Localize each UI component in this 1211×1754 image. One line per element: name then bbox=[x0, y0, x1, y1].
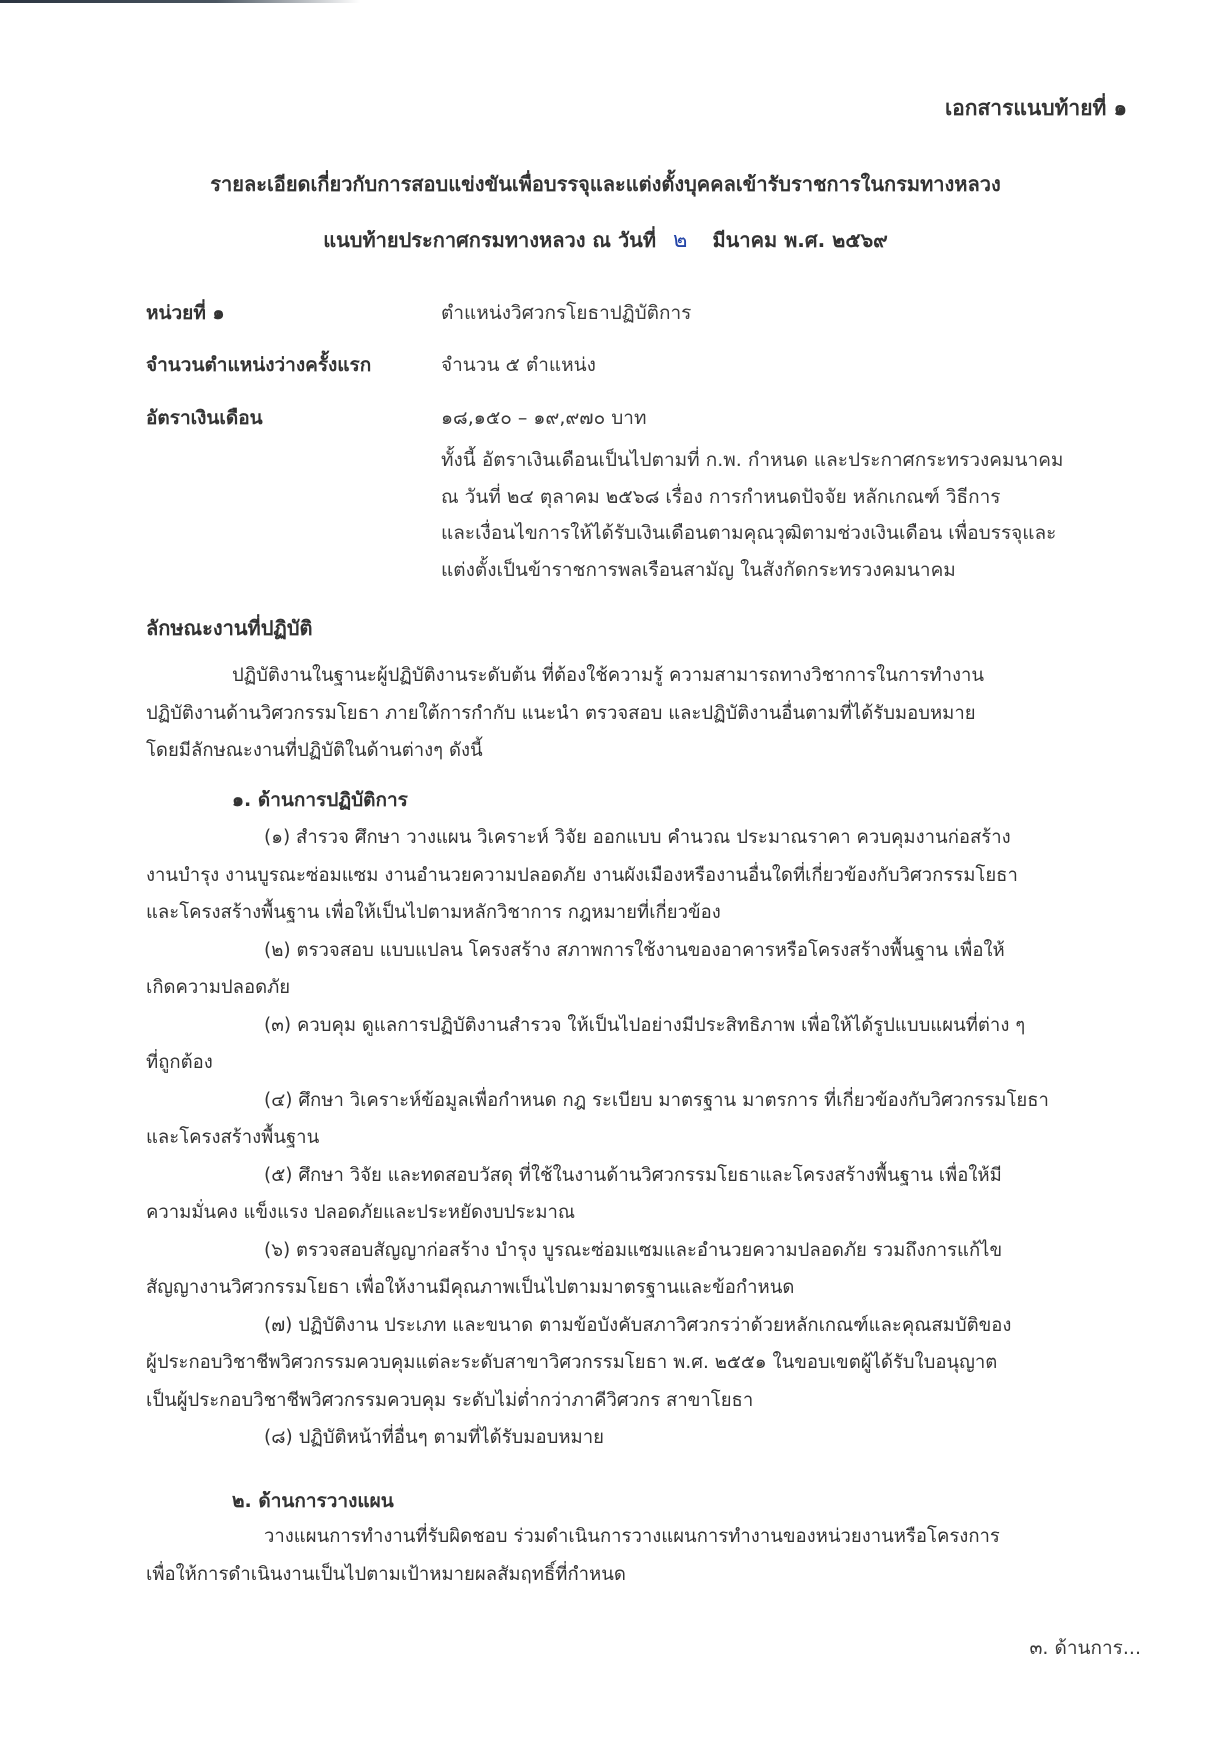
paragraph-line: ปฏิบัติงานด้านวิศวกรรมโยธา ภายใต้การกำกับ แนะนำ ตรวจสอบ และปฏิบัติงานอื่นตามที่ได้รับมอบหมาย bbox=[146, 702, 976, 724]
field-value: ๑๘,๑๕๐ – ๑๙,๙๗๐ บาท bbox=[441, 407, 647, 429]
salary-note-line: และเงื่อนไขการให้ได้รับเงินเดือนตามคุณวุฒิตามช่วงเงินเดือน เพื่อบรรจุและ bbox=[441, 522, 1057, 544]
paragraph-line: เพื่อให้การดำเนินงานเป็นไปตามเป้าหมายผลสัมฤทธิ์ที่กำหนด bbox=[146, 1563, 626, 1585]
list-item-line: ที่ถูกต้อง bbox=[146, 1052, 213, 1073]
announcement-day: ๒ bbox=[673, 228, 688, 253]
list-item-line: (๓) ควบคุม ดูแลการปฏิบัติงานสำรวจ ให้เป็นไปอย่างมีประสิทธิภาพ เพื่อให้ได้รูปแบบแผนที่ต่าง ๆ bbox=[264, 1014, 1026, 1036]
salary-note bbox=[441, 442, 1113, 588]
section-heading-job-description: ลักษณะงานที่ปฏิบัติ bbox=[146, 616, 313, 640]
subsection-heading-planning: ๒. ด้านการวางแผน bbox=[232, 1490, 394, 1512]
list-item-line: ผู้ประกอบวิชาชีพวิศวกรรมควบคุมแต่ละระดับสาขาวิศวกรรมโยธา พ.ศ. ๒๕๕๑ ในขอบเขตผู้ได้รับใบอนุญาต bbox=[146, 1352, 998, 1373]
salary-note-line: ทั้งนี้ อัตราเงินเดือนเป็นไปตามที่ ก.พ. กำหนด และประกาศกระทรวงคมนาคม bbox=[441, 449, 1064, 471]
paragraph-line: โดยมีลักษณะงานที่ปฏิบัติในด้านต่างๆ ดังนี้ bbox=[146, 740, 483, 761]
salary-note-line: ณ วันที่ ๒๔ ตุลาคม ๒๕๖๘ เรื่อง การกำหนดปัจจัย หลักเกณฑ์ วิธีการ bbox=[441, 485, 1001, 508]
paragraph-line: วางแผนการทำงานที่รับผิดชอบ ร่วมดำเนินการวางแผนการทำงานของหน่วยงานหรือโครงการ bbox=[264, 1526, 1000, 1547]
intro-paragraph bbox=[146, 657, 1111, 770]
list-item-line: และโครงสร้างพื้นฐาน bbox=[146, 1127, 320, 1148]
subsection-heading-operations: ๑. ด้านการปฏิบัติการ bbox=[232, 789, 408, 811]
operations-list bbox=[146, 819, 1111, 1457]
document-title: รายละเอียดเกี่ยวกับการสอบแข่งขันเพื่อบรรจุและแต่งตั้งบุคคลเข้ารับราชการในกรมทางหลวง bbox=[210, 172, 1001, 196]
list-item-line: สัญญางานวิศวกรรมโยธา เพื่อให้งานมีคุณภาพเป็นไปตามมาตรฐานและข้อกำหนด bbox=[146, 1277, 795, 1298]
list-item-line: (๒) ตรวจสอบ แบบแปลน โครงสร้าง สภาพการใช้งานของอาคารหรือโครงสร้างพื้นฐาน เพื่อให้ bbox=[264, 939, 1005, 961]
list-item-line: ความมั่นคง แข็งแรง ปลอดภัยและประหยัดงบประมาณ bbox=[146, 1202, 576, 1223]
list-item-line: (๕) ศึกษา วิจัย และทดสอบวัสดุ ที่ใช้ในงานด้านวิศวกรรมโยธาและโครงสร้างพื้นฐาน เพื่อให้มี bbox=[264, 1164, 1002, 1186]
list-item-line: เกิดความปลอดภัย bbox=[146, 977, 291, 998]
subtitle-suffix: มีนาคม พ.ศ. ๒๕๖๙ bbox=[712, 228, 888, 252]
annex-label: เอกสารแนบท้ายที่ ๑ bbox=[944, 96, 1127, 120]
list-item-line: (๑) สำรวจ ศึกษา วางแผน วิเคราะห์ วิจัย ออกแบบ คำนวณ ประมาณราคา ควบคุมงานก่อสร้าง bbox=[264, 827, 1011, 848]
continuation-marker: ๓. ด้านการ... bbox=[1029, 1637, 1141, 1659]
field-value: ตำแหน่งวิศวกรโยธาปฏิบัติการ bbox=[441, 302, 692, 324]
document-subtitle bbox=[0, 222, 1211, 257]
list-item-line: งานบำรุง งานบูรณะซ่อมแซม งานอำนวยความปลอดภัย งานผังเมืองหรืองานอื่นใดที่เกี่ยวข้องกับวิศวกรรมโยธา bbox=[146, 864, 1018, 886]
salary-note-line: แต่งตั้งเป็นข้าราชการพลเรือนสามัญ ในสังกัดกระทรวงคมนาคม bbox=[441, 558, 956, 581]
field-value: จำนวน ๕ ตำแหน่ง bbox=[441, 354, 596, 376]
list-item-line: (๘) ปฏิบัติหน้าที่อื่นๆ ตามที่ได้รับมอบหมาย bbox=[264, 1427, 604, 1448]
list-item-line: เป็นผู้ประกอบวิชาชีพวิศวกรรมควบคุม ระดับไม่ต่ำกว่าภาคีวิศวกร สาขาโยธา bbox=[146, 1389, 754, 1411]
list-item-line: (๔) ศึกษา วิเคราะห์ข้อมูลเพื่อกำหนด กฎ ระเบียบ มาตรฐาน มาตรการ ที่เกี่ยวข้องกับวิศวกรรมโยธา bbox=[264, 1089, 1049, 1111]
list-item-line: และโครงสร้างพื้นฐาน เพื่อให้เป็นไปตามหลักวิชาการ กฎหมายที่เกี่ยวข้อง bbox=[146, 902, 721, 923]
field-label: หน่วยที่ ๑ bbox=[146, 302, 225, 324]
field-label: จำนวนตำแหน่งว่างครั้งแรก bbox=[146, 354, 372, 376]
subtitle-prefix: แนบท้ายประกาศกรมทางหลวง ณ วันที่ bbox=[323, 228, 657, 252]
field-label: อัตราเงินเดือน bbox=[146, 407, 263, 429]
list-item-line: (๖) ตรวจสอบสัญญาก่อสร้าง บำรุง บูรณะซ่อมแซมและอำนวยความปลอดภัย รวมถึงการแก้ไข bbox=[264, 1239, 1003, 1261]
paragraph-line: ปฏิบัติงานในฐานะผู้ปฏิบัติงานระดับต้น ที่ต้องใช้ความรู้ ความสามารถทางวิชาการในการทำงาน bbox=[232, 665, 985, 686]
list-item-line: (๗) ปฏิบัติงาน ประเภท และขนาด ตามข้อบังคับสภาวิศวกรว่าด้วยหลักเกณฑ์และคุณสมบัติของ bbox=[264, 1314, 1012, 1336]
planning-paragraph bbox=[146, 1518, 1111, 1593]
